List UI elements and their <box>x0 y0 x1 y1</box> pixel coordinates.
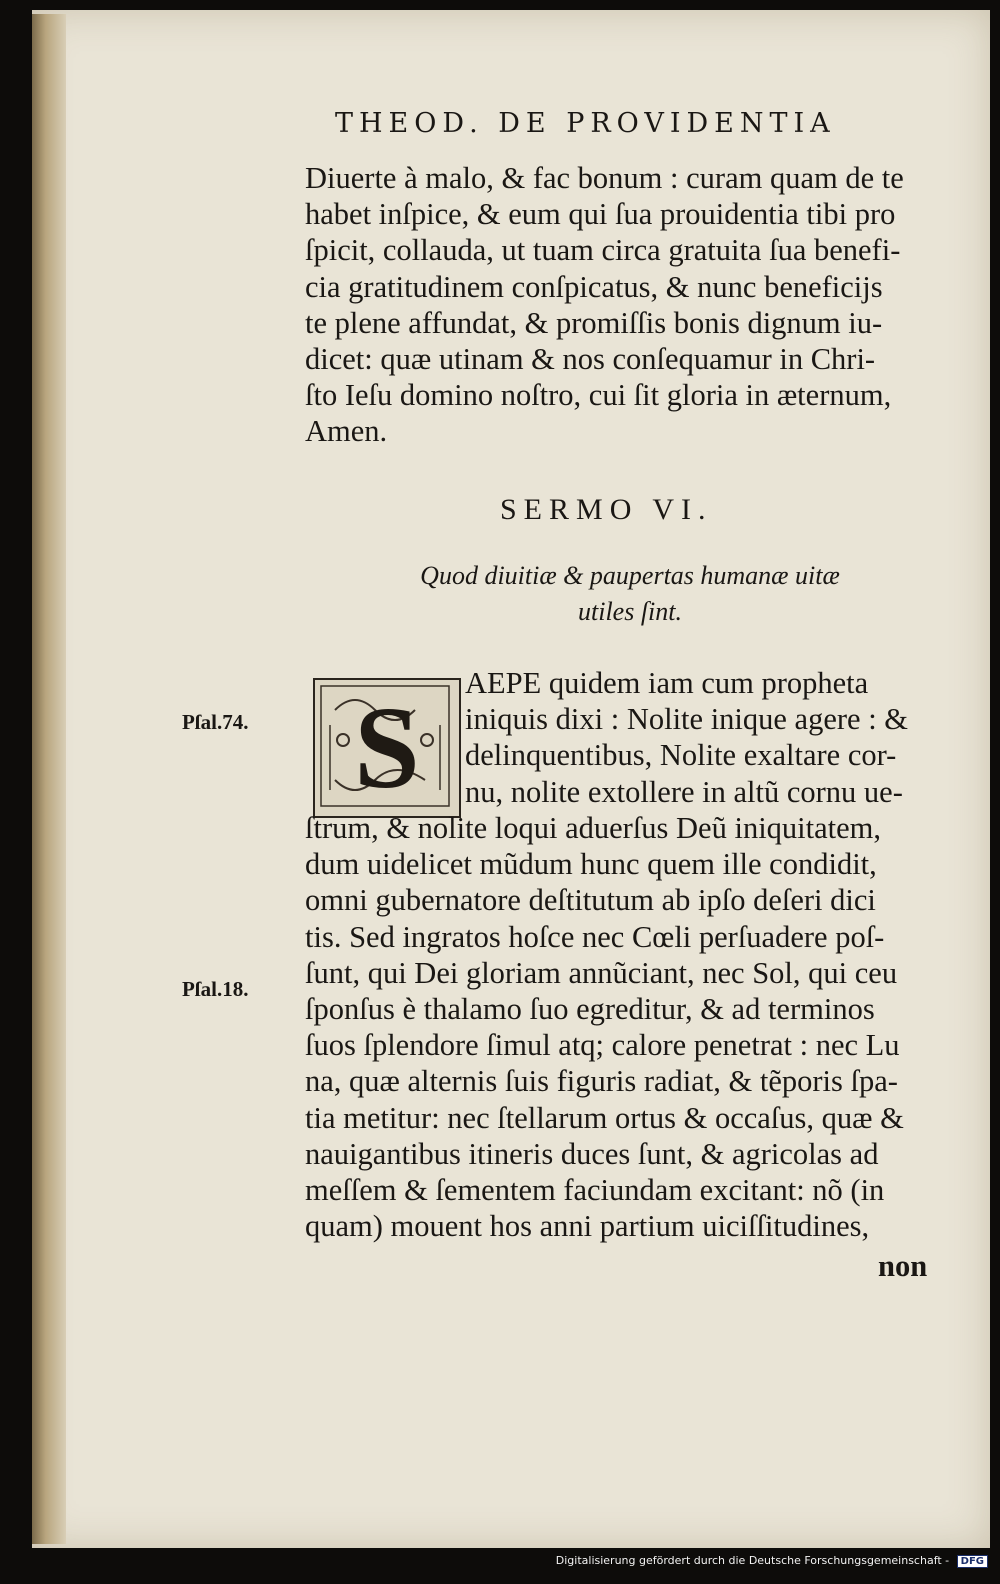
text-line: ſtrum, & nolite loqui aduerſus Deũ iniquitatem, <box>305 811 882 845</box>
text-line: nauigantibus itineris duces ſunt, & agricolas ad <box>305 1136 879 1171</box>
text-line: dicet: quæ utinam & nos conſequamur in Chri- <box>305 342 876 377</box>
text-line: dum uidelicet mũdum hunc quem ille condidit, <box>305 847 877 882</box>
text-line: nu, nolite extollere in altũ cornu ue- <box>465 774 903 809</box>
text-line: tis. Sed ingratos hoſce nec Cœli perſuadere poſ- <box>305 919 885 954</box>
page-fore-edge <box>32 14 66 1544</box>
text-line: cia gratitudinem conſpicatus, & nunc beneficijs <box>305 269 883 304</box>
text-line: ſunt, qui Dei gloriam annũciant, nec Sol, qui ceu <box>305 955 898 990</box>
opening-lines <box>465 665 950 810</box>
initial-letter: S <box>354 682 420 813</box>
margin-note-psalm-18: Pſal.18. <box>182 977 249 1001</box>
text-line: Amen. <box>305 414 388 449</box>
text-line: tia metitur: nec ſtellarum ortus & occaſus, quæ & <box>305 1100 904 1135</box>
text-line: ſuos ſplendore ſimul atq; calore penetrat : nec Lu <box>305 1028 900 1063</box>
subtitle-line: Quod diuitiæ & paupertas humanæ uitæ <box>420 561 840 590</box>
text-line: na, quæ alternis ſuis figuris radiat, & tẽporis ſpa- <box>305 1064 898 1099</box>
top-paragraph <box>305 160 950 450</box>
text-line: ſto Ieſu domino noſtro, cui ſit gloria in æternum, <box>305 378 892 413</box>
running-head: THEOD. DE PROVIDENTIA <box>335 108 836 139</box>
text-line: delinquentibus, Nolite exaltare cor- <box>465 738 897 773</box>
body-paragraph <box>305 810 950 1244</box>
catchword: non <box>878 1249 928 1283</box>
text-line: Diuerte à malo, & fac bonum : curam quam de te <box>305 161 904 195</box>
text-line: habet inſpice, & eum qui ſua prouidentia tibi pro <box>305 197 896 232</box>
dfg-logo: DFG <box>957 1555 988 1568</box>
text-line: meſſem & ſementem faciundam excitant: nõ (in <box>305 1173 885 1208</box>
text-line: ſpicit, collauda, ut tuam circa gratuita ſua benefi- <box>305 233 901 268</box>
margin-note-psalm-74: Pſal.74. <box>182 710 249 734</box>
text-line: omni gubernatore deſtitutum ab ipſo deſeri dici <box>305 883 876 918</box>
text-line: AEPE quidem iam cum propheta <box>465 666 869 700</box>
text-line: ſponſus è thalamo ſuo egreditur, & ad terminos <box>305 992 875 1027</box>
subtitle-line: utiles ſint. <box>578 597 682 626</box>
section-subtitle <box>390 558 870 630</box>
footer-text: Digitalisierung gefördert durch die Deutsche Forschungsgemeinschaft - <box>555 1554 950 1567</box>
footer-credit <box>556 1554 988 1568</box>
text-line: quam) mouent hos anni partium uiciſſitudines, <box>305 1209 870 1244</box>
text-line: te plene affundat, & promiſſis bonis dignum iu- <box>305 305 883 340</box>
decorated-initial <box>313 678 461 818</box>
section-title: SERMO VI. <box>500 493 713 526</box>
text-line: iniquis dixi : Nolite inique agere : & <box>465 702 909 737</box>
